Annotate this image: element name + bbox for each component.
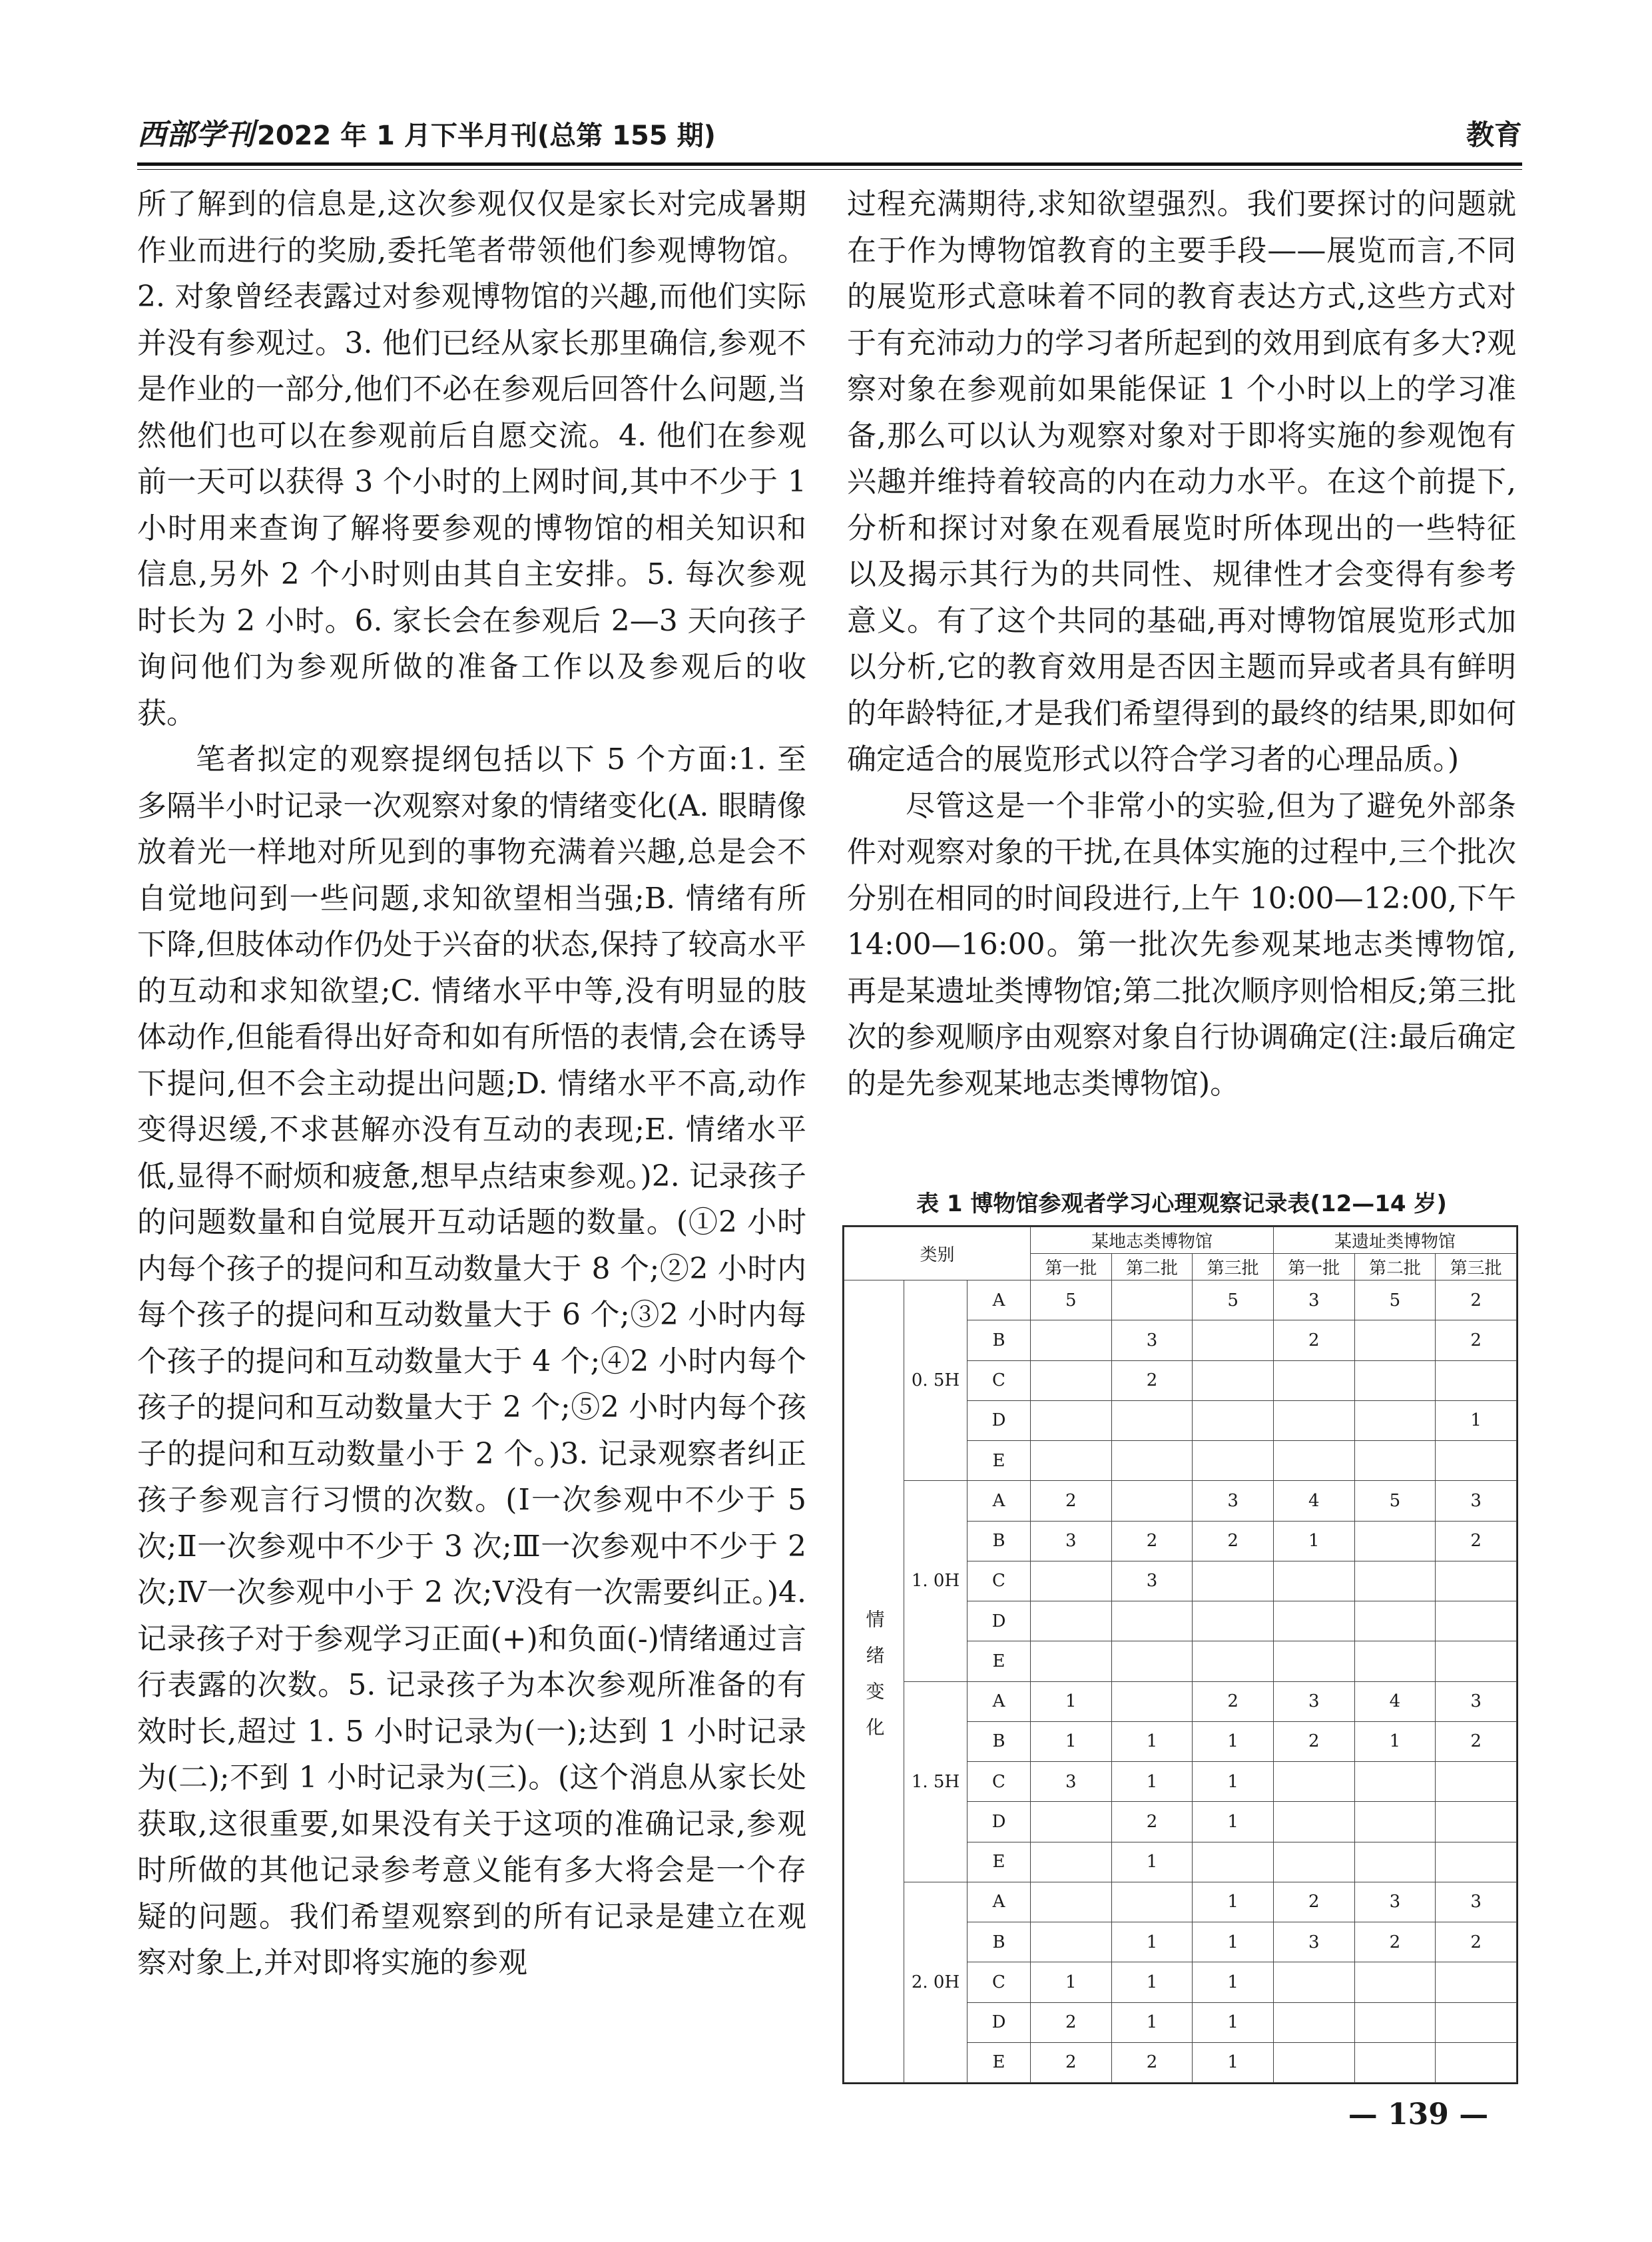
value-cell: 1 xyxy=(1111,1922,1193,1962)
value-cell: 2 xyxy=(1031,1481,1112,1521)
value-cell: 1 xyxy=(1193,1802,1274,1842)
value-cell xyxy=(1354,1400,1436,1440)
value-cell: 1 xyxy=(1111,1842,1193,1882)
value-cell: 1 xyxy=(1031,1721,1112,1761)
value-cell xyxy=(1273,1360,1354,1400)
value-cell: 3 xyxy=(1436,1882,1517,1922)
value-cell xyxy=(1273,1601,1354,1641)
value-cell: 1 xyxy=(1436,1400,1517,1440)
value-cell: 2 xyxy=(1354,1922,1436,1962)
value-cell: 2 xyxy=(1273,1721,1354,1761)
value-cell xyxy=(1193,1441,1274,1481)
value-cell: 3 xyxy=(1031,1762,1112,1802)
value-cell xyxy=(1031,1320,1112,1360)
value-cell xyxy=(1273,1561,1354,1601)
value-cell xyxy=(1273,2042,1354,2082)
value-cell xyxy=(1031,1400,1112,1440)
value-cell xyxy=(1031,1842,1112,1882)
value-cell xyxy=(1031,1561,1112,1601)
header-journal xyxy=(137,112,716,159)
value-cell: 1 xyxy=(1354,1721,1436,1761)
value-cell: 3 xyxy=(1193,1481,1274,1521)
value-cell xyxy=(1031,1922,1112,1962)
value-cell: 2 xyxy=(1436,1721,1517,1761)
value-cell xyxy=(1354,1601,1436,1641)
batch-header: 第一批 xyxy=(1273,1254,1354,1280)
value-cell xyxy=(1111,1481,1193,1521)
issue-info: 2022 年 1 月下半月刊(总第 155 期) xyxy=(257,121,716,151)
value-cell xyxy=(1436,1842,1517,1882)
value-cell xyxy=(1273,1802,1354,1842)
value-cell: 3 xyxy=(1273,1280,1354,1320)
value-cell xyxy=(1111,1601,1193,1641)
value-cell: 2 xyxy=(1193,1681,1274,1721)
table-row xyxy=(844,1481,1517,1521)
observation-table xyxy=(842,1225,1518,2084)
value-cell xyxy=(1436,1601,1517,1641)
level-cell: B xyxy=(967,1521,1031,1561)
value-cell: 2 xyxy=(1273,1882,1354,1922)
value-cell xyxy=(1354,2042,1436,2082)
level-cell: E xyxy=(967,1842,1031,1882)
value-cell xyxy=(1111,1441,1193,1481)
level-cell: A xyxy=(967,1481,1031,1521)
level-cell: C xyxy=(967,1762,1031,1802)
level-cell: A xyxy=(967,1882,1031,1922)
value-cell xyxy=(1436,1561,1517,1601)
value-cell xyxy=(1193,1601,1274,1641)
value-cell xyxy=(1436,2042,1517,2082)
value-cell: 2 xyxy=(1436,1922,1517,1962)
value-cell: 1 xyxy=(1111,1962,1193,2002)
value-cell: 2 xyxy=(1273,1320,1354,1360)
value-cell xyxy=(1354,1561,1436,1601)
time-cell: 2. 0H xyxy=(904,1882,967,2082)
value-cell xyxy=(1193,1842,1274,1882)
value-cell: 1 xyxy=(1193,1721,1274,1761)
paragraph: 尽管这是一个非常小的实验,但为了避免外部条件对观察对象的干扰,在具体实施的过程中,三个批次分别在相同的时间段进行,上午 10:00—12:00,下午 14:00—16:00。第一批次先参观某地志类博物馆,再是某遗址类博物馆;第二批次顺序则恰相反;第三批次的参观顺序由观察对象自行协调确定(注:最后确定的是先参观某地志类博物馆)。 xyxy=(847,788,1516,1101)
value-cell xyxy=(1111,1400,1193,1440)
level-cell: E xyxy=(967,2042,1031,2082)
value-cell: 3 xyxy=(1111,1320,1193,1360)
group-label: 情绪变化 xyxy=(844,1280,904,2083)
value-cell: 1 xyxy=(1193,2002,1274,2042)
value-cell xyxy=(1193,1561,1274,1601)
value-cell xyxy=(1354,1842,1436,1882)
value-cell xyxy=(1354,1441,1436,1481)
value-cell xyxy=(1273,1962,1354,2002)
value-cell xyxy=(1354,1320,1436,1360)
value-cell xyxy=(1436,2002,1517,2042)
value-cell xyxy=(1031,1601,1112,1641)
time-cell: 0. 5H xyxy=(904,1280,967,1481)
value-cell xyxy=(1031,1441,1112,1481)
value-cell xyxy=(1031,1641,1112,1681)
level-cell: C xyxy=(967,1962,1031,2002)
table-caption: 表 1 博物馆参观者学习心理观察记录表(12—14 岁) xyxy=(916,1191,1447,1217)
value-cell: 3 xyxy=(1273,1681,1354,1721)
value-cell: 1 xyxy=(1031,1962,1112,2002)
value-cell: 2 xyxy=(1193,1521,1274,1561)
value-cell: 5 xyxy=(1193,1280,1274,1320)
paragraph: 过程充满期待,求知欲望强烈。我们要探讨的问题就在于作为博物馆教育的主要手段——展览而言,不同的展览形式意味着不同的教育表达方式,这些方式对于有充沛动力的学习者所起到的效用到底有多大?观察对象在参观前如果能保证 1 个小时以上的学习准备,那么可以认为观察对象对于即将实施的参观饱有兴趣并维持着较高的内在动力水平。在这个前提下,分析和探讨对象在观看展览时所体现出的一些特征以及揭示其行为的共同性、规律性才会变得有参考意义。有了这个共同的基础,再对博物馆展览形式加以分析,它的教育效用是否因主题而异或者具有鲜明的年龄特征,才是我们希望得到的最终的结果,即如何确定适合的展览形式以符合学习者的心理品质。) xyxy=(847,187,1516,776)
value-cell: 3 xyxy=(1436,1481,1517,1521)
value-cell: 4 xyxy=(1273,1481,1354,1521)
level-cell: B xyxy=(967,1320,1031,1360)
table-row xyxy=(844,1681,1517,1721)
value-cell xyxy=(1273,2002,1354,2042)
value-cell xyxy=(1354,1762,1436,1802)
journal-logo: 西部学刊 xyxy=(137,118,254,152)
value-cell: 1 xyxy=(1193,1962,1274,2002)
batch-header: 第三批 xyxy=(1193,1254,1274,1280)
table-row xyxy=(844,1280,1517,1320)
value-cell xyxy=(1111,1280,1193,1320)
value-cell xyxy=(1193,1641,1274,1681)
value-cell xyxy=(1273,1441,1354,1481)
value-cell xyxy=(1111,1681,1193,1721)
value-cell: 4 xyxy=(1354,1681,1436,1721)
value-cell xyxy=(1111,1882,1193,1922)
page-number: — 139 — xyxy=(1348,2098,1489,2131)
level-cell: C xyxy=(967,1561,1031,1601)
value-cell xyxy=(1436,1641,1517,1681)
value-cell: 1 xyxy=(1193,2042,1274,2082)
value-cell: 1 xyxy=(1031,1681,1112,1721)
table-row xyxy=(844,1882,1517,1922)
value-cell: 5 xyxy=(1031,1280,1112,1320)
value-cell: 2 xyxy=(1436,1320,1517,1360)
level-cell: E xyxy=(967,1441,1031,1481)
value-cell xyxy=(1354,1360,1436,1400)
paragraph: 笔者拟定的观察提纲包括以下 5 个方面:1. 至多隔半小时记录一次观察对象的情绪变化(A. 眼睛像放着光一样地对所见到的事物充满着兴趣,总是会不自觉地问到一些问题,求知欲望相当强;B. 情绪有所下降,但肢体动作仍处于兴奋的状态,保持了较高水平的互动和求知欲望;C. 情绪水平中等,没有明显的肢体动作,但能看得出好奇和如有所悟的表情,会在诱导下提问,但不会主动提出问题;D. 情绪水平不高,动作变得迟缓,不求甚解亦没有互动的表现;E. 情绪水平低,显得不耐烦和疲惫,想早点结束参观。)2. 记录孩子的问题数量和自觉展开互动话题的数量。(①2 小时内每个孩子的提问和互动数量大于 8 个;②2 小时内每个孩子的提问和互动数量大于 6 个;③2 小时内每个孩子的提问和互动数量大于 4 个;④2 小时内每个孩子的提问和互动数量大于 2 个;⑤2 小时内每个孩子的提问和互动数量小于 2 个。)3. 记录观察者纠正孩子参观言行习惯的次数。(Ⅰ一次参观中不少于 5 次;Ⅱ一次参观中不少于 3 次;Ⅲ一次参观中不少于 2 次;Ⅳ一次参观中小于 2 次;Ⅴ没有一次需要纠正。)4. 记录孩子对于参观学习正面(+)和负面(-)情绪通过言行表露的次数。5. 记录孩子为本次参观所准备的有效时长,超过 1. 5 小时记录为(一);达到 1 小时记录为(二);不到 1 小时记录为(三)。(这个消息从家长处获取,这很重要,如果没有关于这项的准确记录,参观时所做的其他记录参考意义能有多大将会是一个存疑的问题。我们希望观察到的所有记录是建立在观察对象上,并对即将实施的参观 xyxy=(137,742,806,1980)
value-cell: 1 xyxy=(1193,1922,1274,1962)
value-cell xyxy=(1436,1762,1517,1802)
left-column xyxy=(137,181,806,1986)
level-cell: D xyxy=(967,2002,1031,2042)
value-cell: 1 xyxy=(1111,1721,1193,1761)
museum-a-header: 某地志类博物馆 xyxy=(1031,1227,1274,1254)
value-cell: 2 xyxy=(1031,2002,1112,2042)
level-cell: E xyxy=(967,1641,1031,1681)
level-cell: C xyxy=(967,1360,1031,1400)
section-name: 教育 xyxy=(1466,119,1522,151)
category-header: 类别 xyxy=(844,1227,1031,1280)
value-cell: 2 xyxy=(1111,2042,1193,2082)
value-cell xyxy=(1031,1802,1112,1842)
level-cell: B xyxy=(967,1721,1031,1761)
value-cell xyxy=(1354,1521,1436,1561)
value-cell: 1 xyxy=(1111,2002,1193,2042)
batch-header: 第二批 xyxy=(1111,1254,1193,1280)
value-cell xyxy=(1193,1400,1274,1440)
value-cell xyxy=(1111,1641,1193,1681)
value-cell: 3 xyxy=(1436,1681,1517,1721)
time-cell: 1. 0H xyxy=(904,1481,967,1681)
value-cell xyxy=(1436,1802,1517,1842)
value-cell: 2 xyxy=(1031,2042,1112,2082)
value-cell: 1 xyxy=(1111,1762,1193,1802)
header-rule-thin xyxy=(137,169,1522,170)
header-rule xyxy=(137,162,1522,166)
batch-header: 第一批 xyxy=(1031,1254,1112,1280)
value-cell xyxy=(1354,1802,1436,1842)
value-cell xyxy=(1193,1360,1274,1400)
paragraph: 所了解到的信息是,这次参观仅仅是家长对完成暑期作业而进行的奖励,委托笔者带领他们参观博物馆。2. 对象曾经表露过对参观博物馆的兴趣,而他们实际并没有参观过。3. 他们已经从家长那里确信,参观不是作业的一部分,他们不必在参观后回答什么问题,当然他们也可以在参观前后自愿交流。4. 他们在参观前一天可以获得 3 个小时的上网时间,其中不少于 1 小时用来查询了解将要参观的博物馆的相关知识和信息,另外 2 个小时则由其自主安排。5. 每次参观时长为 2 小时。6. 家长会在参观后 2—3 天向孩子询问他们为参观所做的准备工作以及参观后的收获。 xyxy=(137,187,806,730)
level-cell: D xyxy=(967,1400,1031,1440)
value-cell xyxy=(1031,1360,1112,1400)
value-cell xyxy=(1193,1320,1274,1360)
value-cell xyxy=(1354,1962,1436,2002)
data-table xyxy=(844,1227,1517,2083)
value-cell xyxy=(1354,1641,1436,1681)
level-cell: A xyxy=(967,1681,1031,1721)
value-cell xyxy=(1273,1400,1354,1440)
value-cell: 3 xyxy=(1111,1561,1193,1601)
value-cell: 2 xyxy=(1111,1360,1193,1400)
value-cell xyxy=(1273,1762,1354,1802)
value-cell xyxy=(1436,1441,1517,1481)
value-cell xyxy=(1436,1962,1517,2002)
value-cell: 1 xyxy=(1273,1521,1354,1561)
value-cell xyxy=(1031,1882,1112,1922)
value-cell: 2 xyxy=(1111,1521,1193,1561)
right-column xyxy=(847,181,1516,1107)
level-cell: B xyxy=(967,1922,1031,1962)
value-cell: 1 xyxy=(1193,1762,1274,1802)
value-cell xyxy=(1273,1842,1354,1882)
value-cell: 2 xyxy=(1436,1280,1517,1320)
time-cell: 1. 5H xyxy=(904,1681,967,1882)
value-cell: 3 xyxy=(1273,1922,1354,1962)
value-cell: 2 xyxy=(1436,1521,1517,1561)
value-cell: 2 xyxy=(1111,1802,1193,1842)
value-cell: 5 xyxy=(1354,1481,1436,1521)
page-header xyxy=(137,112,1522,158)
batch-header: 第三批 xyxy=(1436,1254,1517,1280)
level-cell: D xyxy=(967,1802,1031,1842)
value-cell xyxy=(1273,1641,1354,1681)
value-cell xyxy=(1354,2002,1436,2042)
batch-header: 第二批 xyxy=(1354,1254,1436,1280)
value-cell: 3 xyxy=(1354,1882,1436,1922)
level-cell: D xyxy=(967,1601,1031,1641)
museum-b-header: 某遗址类博物馆 xyxy=(1273,1227,1516,1254)
value-cell xyxy=(1436,1360,1517,1400)
value-cell: 3 xyxy=(1031,1521,1112,1561)
value-cell: 1 xyxy=(1193,1882,1274,1922)
level-cell: A xyxy=(967,1280,1031,1320)
value-cell: 5 xyxy=(1354,1280,1436,1320)
